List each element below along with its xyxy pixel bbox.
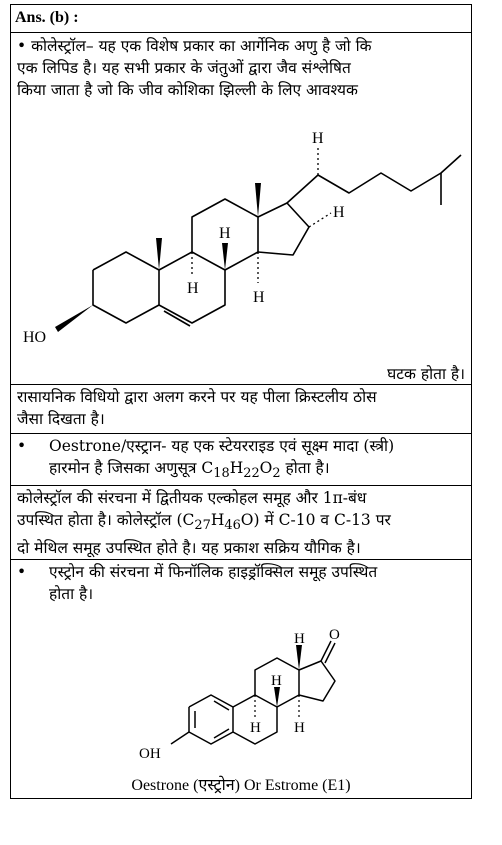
divider-3 [11, 433, 471, 434]
paragraph-2 [17, 487, 465, 559]
oestrone-h-c8: H [271, 673, 282, 689]
para1-line-1: रासायनिक विधियो द्वारा अलग करने पर यह पीला क्रिस्टलीय ठोस [17, 388, 377, 406]
oestrone-bullet-mark: • [17, 437, 27, 455]
answer-box [10, 4, 472, 799]
chol-h-c14: H [253, 289, 265, 306]
para2-line-3: दो मेथिल समूह उपस्थित होते है। यह प्रकाश सक्रिय यौगिक है। [17, 539, 361, 558]
structure-caption: Oestrone (एस्ट्रोन) Or Estrome (E1) [131, 777, 351, 794]
estrone-bullet [17, 561, 465, 605]
continuation-text: घटक होता है। [387, 365, 465, 383]
oestrone-o: O [329, 627, 340, 643]
para2-line-1: कोलेस्ट्रॉल की संरचना में द्वितीयक एल्कोहल समूह और 1π-बंध [17, 489, 367, 507]
ring-d [299, 661, 335, 701]
intro-line-1: • कोलेस्ट्रॉल– यह एक विशेष प्रकार का आर्गेनिक अणु है जो कि [17, 37, 372, 55]
chol-h-c17: H [333, 204, 345, 221]
oestrone-h-c13: H [294, 631, 305, 647]
ring-a [93, 252, 159, 323]
chol-ho: HO [23, 329, 47, 346]
side-chain [287, 155, 461, 203]
oestrone-line-1: Oestrone/एस्ट्रान- यह एक स्टेयरराइड एवं सूक्ष्म मादा (स्त्री) [49, 437, 395, 455]
chol-h-c8: H [219, 225, 231, 242]
oestrone-bullet [17, 435, 465, 485]
paragraph-1 [17, 386, 465, 430]
oestrone-line-2: हारमोन है जिसका अणुसूत्र $C_{18}H_{22}O_2$ होता है। [49, 459, 330, 482]
oestrone-structure [11, 617, 471, 767]
cholesterol-structure [11, 105, 471, 355]
estrone-line-2: होता है। [49, 585, 94, 603]
intro-line-2: एक लिपिड है। यह सभी प्रकार के जंतुओं द्वारा जैव संश्लेषित [17, 59, 351, 77]
oestrone-h-c9: H [250, 720, 261, 736]
divider-1 [11, 32, 471, 33]
chol-h-c9: H [187, 280, 199, 297]
estrone-line-1: एस्ट्रोन की संरचना में फिनॉलिक हाइड्रॉक्सिल समूह उपस्थित [49, 563, 378, 581]
divider-4 [11, 485, 471, 486]
oestrone-h-c14: H [294, 720, 305, 736]
ring-d [258, 203, 309, 255]
para1-line-2: जैसा दिखता है। [17, 410, 105, 428]
intro-line-3: किया जाता है जो कि जीव कोशिका झिल्ली के लिए आवश्यक [17, 81, 358, 99]
intro-paragraph [17, 35, 465, 101]
divider-2 [11, 384, 471, 385]
answer-header [11, 7, 471, 31]
chol-h-top: H [312, 130, 324, 147]
divider-5 [11, 559, 471, 560]
oestrone-oh: OH [139, 746, 161, 762]
estrone-bullet-mark: • [17, 563, 27, 581]
intro-bullet: • [17, 37, 27, 55]
para2-line-2: उपस्थित होता है। कोलेस्ट्रॉल $(C_{27}H_{46}O)$ में C-10 व C-13 पर [17, 511, 391, 534]
answer-label: Ans. (b) : [15, 9, 79, 26]
